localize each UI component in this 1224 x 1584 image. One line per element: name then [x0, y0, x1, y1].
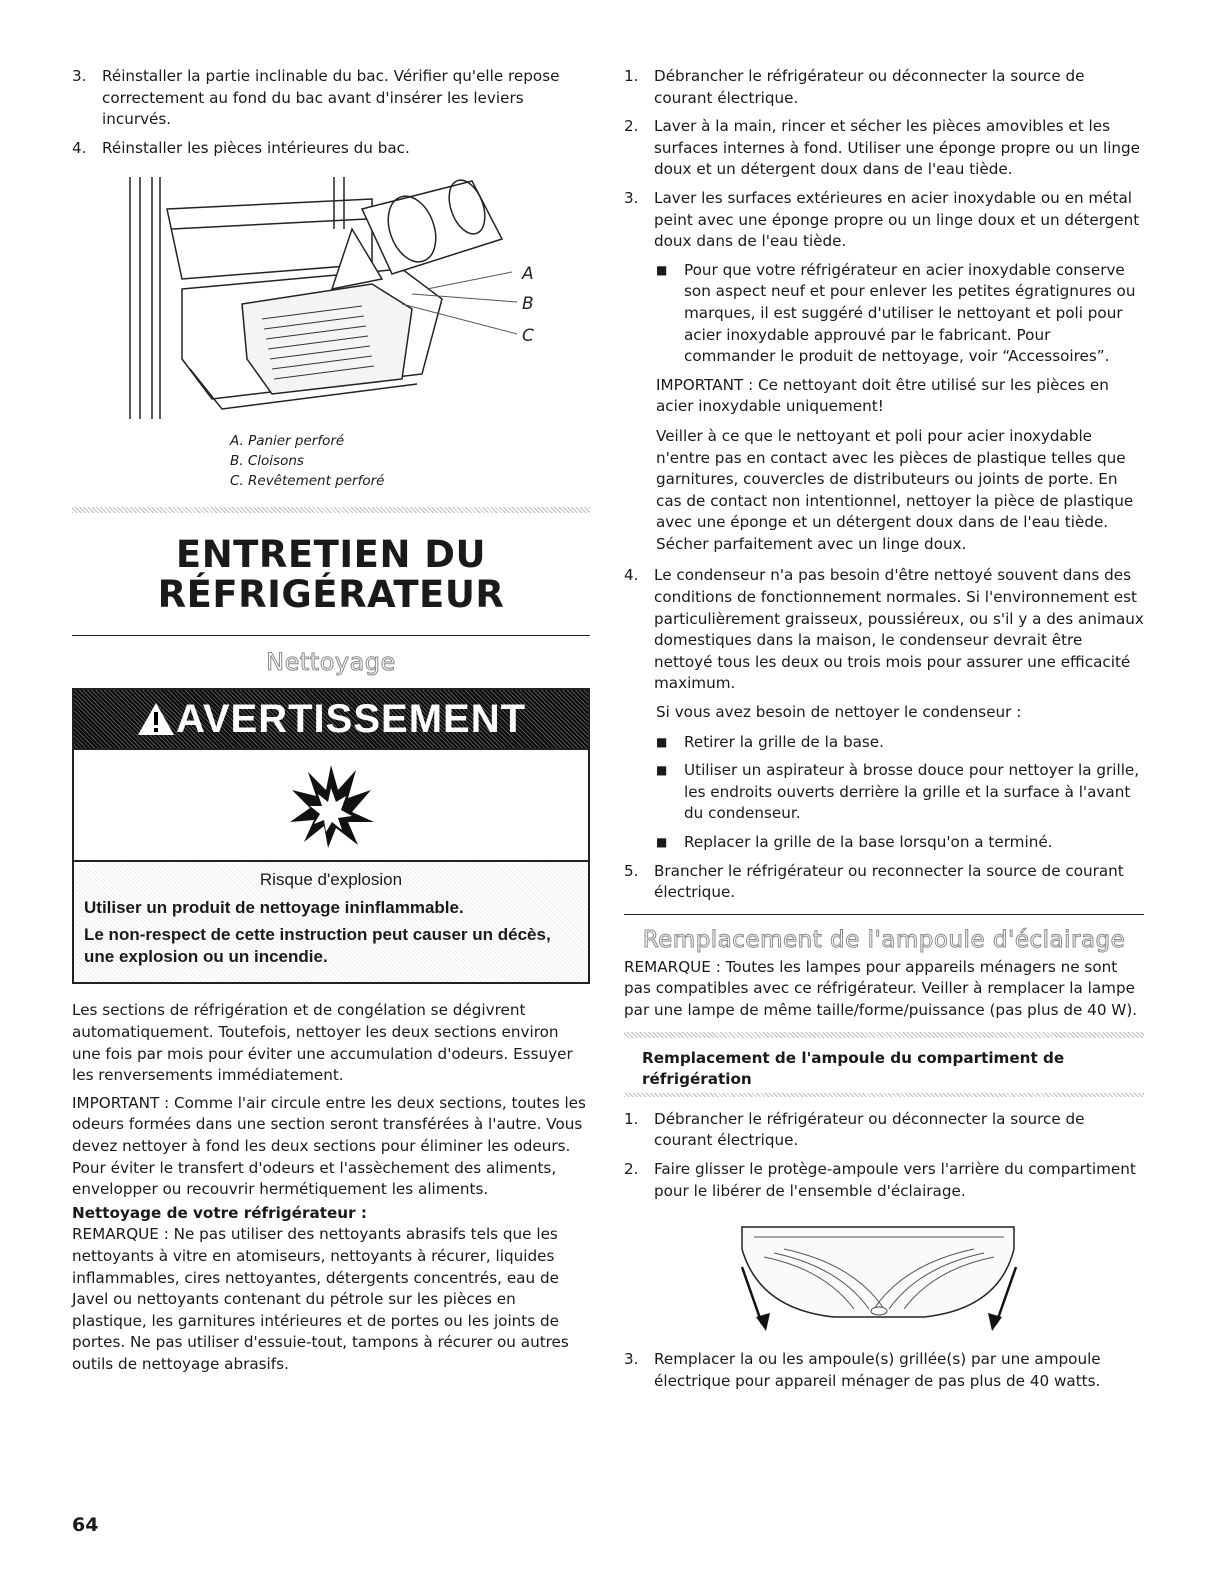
label-a: A: [522, 264, 534, 285]
defrost-paragraph: Les sections de réfrigération et de congélation se dégivrent automatiquement. Toutefois, nettoyer les deux sections environ une fois par mois pour éviter une accumulation d'odeurs. Essuyer les renversements immédiatement.: [72, 1001, 573, 1085]
clean-step-3: 3. Laver les surfaces extérieures en acier inoxydable ou en métal peint avec une éponge propre ou un linge doux et un détergent doux dans de l'eau tiède.: [624, 188, 1140, 251]
lamp-rule: [624, 914, 1144, 915]
bullet-square-icon: ■: [656, 262, 668, 277]
caption-c: C. Revêtement perforé: [230, 473, 385, 490]
left-column: [72, 66, 590, 1375]
condenser-bullet: ■ Retirer la grille de la base.: [656, 732, 1144, 754]
divider: [624, 1032, 1144, 1038]
condenser-bullet: ■ Utiliser un aspirateur à brosse douce pour nettoyer la grille, les endroits ouverts derrière la grille et la surface à l'avant du condenseur.: [656, 760, 1144, 825]
section-title-nettoyage: Nettoyage: [266, 648, 396, 677]
lamp-cover-illustration: [624, 1209, 1144, 1339]
cleaning-subhead: Nettoyage de votre réfrigérateur :: [72, 1203, 367, 1222]
warning-header: AVERTISSEMENT: [74, 690, 588, 750]
fridge-lamp-subhead: Remplacement de l'ampoule du compartiment de réfrigération: [642, 1048, 1065, 1089]
label-b: B: [522, 294, 534, 315]
warning-triangle-icon: [136, 701, 176, 737]
clean-step-1: 1. Débrancher le réfrigérateur ou déconnecter la source de courant électrique.: [624, 67, 1085, 107]
condenser-intro: Si vous avez besoin de nettoyer le condenseur :: [656, 703, 1022, 722]
condenser-bullet: ■ Replacer la grille de la base lorsqu'on a terminé.: [656, 832, 1144, 854]
divider: [72, 507, 590, 513]
step-3: 3. Réinstaller la partie inclinable du bac. Vérifier qu'elle repose correctement au fond du bac avant d'insérer les leviers incurvés.: [72, 67, 560, 129]
label-c: C: [522, 326, 534, 347]
lamp-step-3: 3. Remplacer la ou les ampoule(s) grillée(s) par une ampoule électrique pour appareil ménager de pas plus de 40 watts.: [624, 1350, 1101, 1390]
figure-captions: [230, 431, 590, 491]
crisper-illustration: [72, 169, 590, 431]
section-title-lamp: Remplacement de l'ampoule d'éclairage: [642, 926, 1126, 953]
divider: [624, 1093, 1144, 1097]
clean-step-4: 4. Le condenseur n'a pas besoin d'être nettoyé souvent dans des conditions de fonctionnement normales. Si l'environnement est particulièrement graisseux, poussiéreux, ou s'il y a des animaux domestiques dans la maison, le condenseur devrait être nettoyé tous les deux ou trois mois pour assurer une efficacité maximum.: [624, 566, 1144, 693]
caption-b: B. Cloisons: [230, 453, 304, 470]
clean-step-5: 5. Brancher le réfrigérateur ou reconnecter la source de courant électrique.: [624, 861, 1124, 902]
caption-a: A. Panier perforé: [230, 433, 345, 450]
lamp-note: REMARQUE : Toutes les lampes pour appareils ménagers ne sont pas compatibles avec ce réfrigérateur. Veiller à remplacer la lampe par une lampe de même taille/forme/puissance (pas plus de 40 W).: [624, 957, 1138, 1019]
veiller-paragraph: Veiller à ce que le nettoyant et poli pour acier inoxydable n'entre pas en contact avec les pièces de plastique telles que garnitures, couvercles de distributeurs ou joints de porte. En cas de contact non intentionnel, nettoyer la pièce de plastique avec une éponge et un détergent doux dans de l'eau tiède. Sécher parfaitement avec un linge doux.: [656, 426, 1134, 553]
page-number: 64: [72, 1514, 99, 1536]
bullet-square-icon: ■: [656, 763, 668, 778]
warning-box: [72, 688, 590, 984]
explosion-icon: [74, 750, 588, 862]
bullet-square-icon: ■: [656, 734, 668, 749]
right-column: [624, 66, 1144, 1399]
page-title: ENTRETIEN DU RÉFRIGÉRATEUR: [157, 533, 505, 617]
crisper-figure: [72, 169, 590, 431]
important-steel: IMPORTANT : Ce nettoyant doit être utilisé sur les pièces en acier inoxydable uniquement!: [656, 375, 1109, 416]
note-paragraph: REMARQUE : Ne pas utiliser des nettoyants abrasifs tels que les nettoyants à vitre en atomiseurs, nettoyants à récurer, liquides inflammables, cires nettoyantes, détergents concentrés, eau de Javel ou nettoyants contenant du pétrole sur les pièces en plastique, les garnitures intérieures et de portes ou les joints de portes. Ne pas utiliser d'essuie-tout, tampons à récurer ou autres outils de nettoyage abrasifs.: [72, 1225, 569, 1373]
lamp-step-2: 2. Faire glisser le protège-ampoule vers l'arrière du compartiment pour le libérer de l'ensemble d'éclairage.: [624, 1159, 1136, 1200]
lamp-step-1: 1. Débrancher le réfrigérateur ou déconnecter la source de courant électrique.: [624, 1109, 1085, 1150]
step-4: 4. Réinstaller les pièces intérieures du bac.: [72, 138, 410, 157]
bullet-steel: ■ Pour que votre réfrigérateur en acier inoxydable conserve son aspect neuf et pour enlever les petites égratignures ou marques, il est suggéré d'utiliser le nettoyant et poli pour acier inoxydable approuvé par le fabricant. Pour commander le produit de nettoyage, voir “Accessoires”.: [656, 260, 1144, 368]
warning-body: Risque d'explosion Utiliser un produit de nettoyage ininflammable. Le non-respect de cette instruction peut causer un décès, une explosion ou un incendie.: [74, 862, 588, 982]
important-paragraph: IMPORTANT : Comme l'air circule entre les deux sections, toutes les odeurs formées dans une section seront transférées à l'autre. Vous devez nettoyer à fond les deux sections pour éliminer les odeurs. Pour éviter le transfert d'odeurs et l'assèchement des aliments, envelopper ou recouvrir hermétiquement les aliments.: [72, 1093, 586, 1199]
clean-step-2: 2. Laver à la main, rincer et sécher les pièces amovibles et les surfaces internes à fond. Utiliser une éponge propre ou un linge doux et un détergent doux dans de l'eau tiède.: [624, 117, 1141, 179]
title-rule: [72, 635, 590, 636]
lamp-figure: [624, 1209, 1144, 1339]
bullet-square-icon: ■: [656, 835, 668, 849]
